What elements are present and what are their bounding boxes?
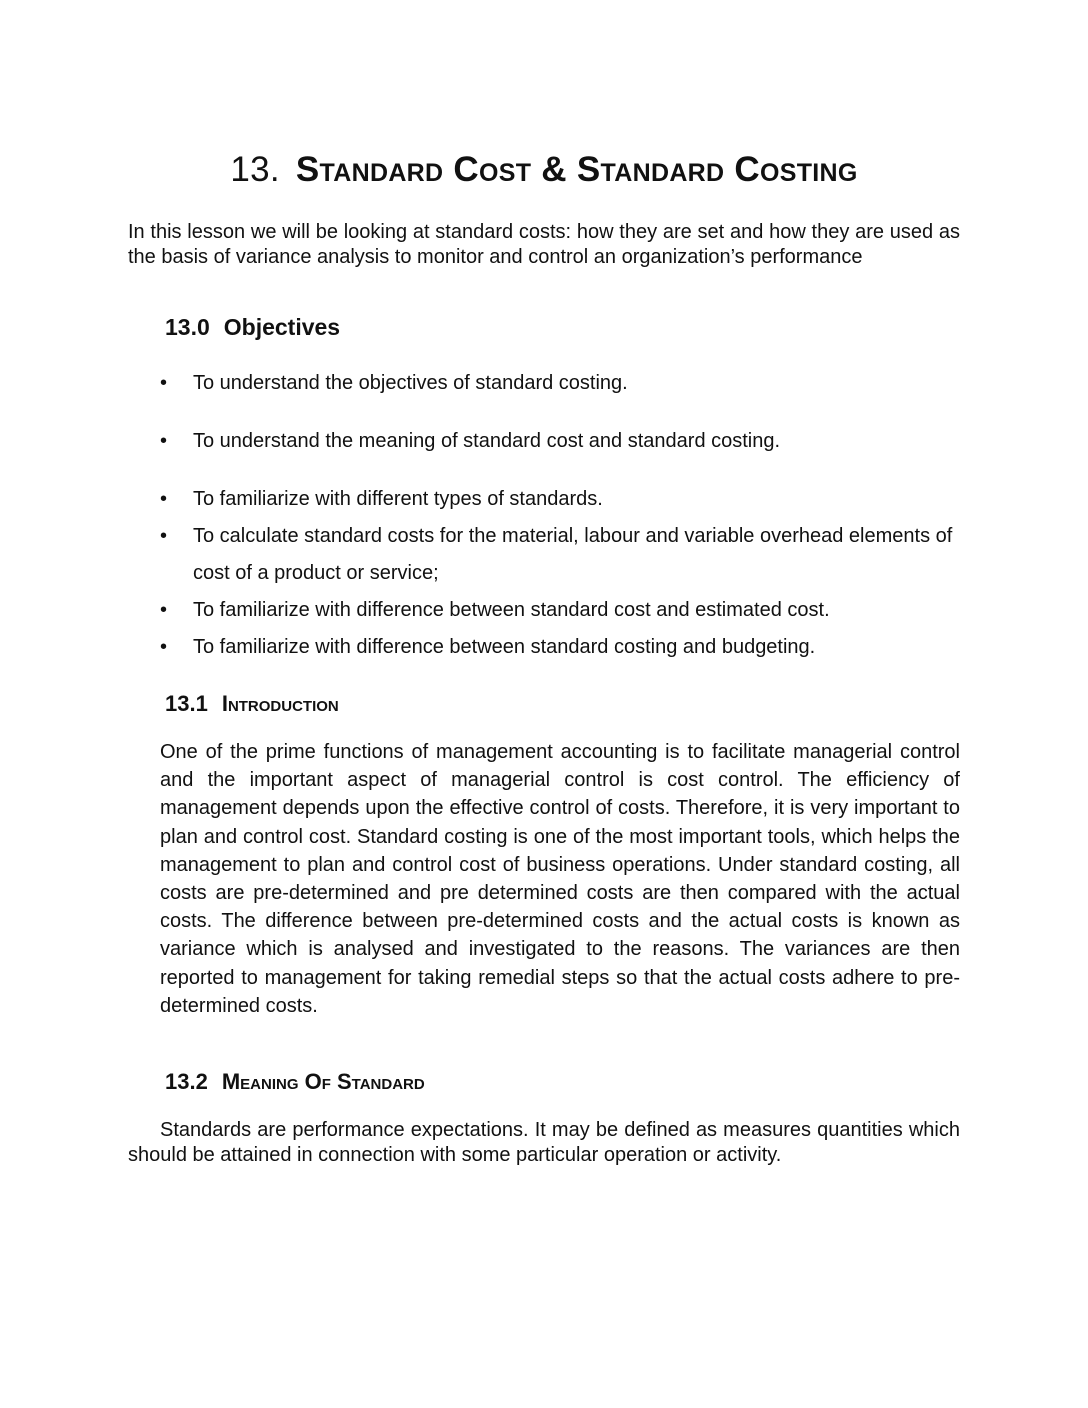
chapter-number: 13. bbox=[230, 150, 280, 189]
section-title: Meaning Of Standard bbox=[221, 1069, 425, 1094]
bullet-icon: • bbox=[160, 430, 168, 452]
list-item-text: To familiarize with different types of standards. bbox=[193, 488, 603, 510]
list-item bbox=[160, 592, 960, 629]
section-number: 13.2 bbox=[165, 1069, 208, 1094]
list-item bbox=[160, 365, 960, 402]
section-title: Objectives bbox=[223, 314, 341, 340]
list-item-text: To understand the objectives of standard costing. bbox=[193, 372, 628, 394]
list-item bbox=[160, 481, 960, 518]
bullet-icon: • bbox=[160, 525, 168, 547]
list-item-text: To understand the meaning of standard cost and standard costing. bbox=[193, 430, 781, 452]
chapter-title bbox=[0, 150, 1088, 190]
list-item bbox=[160, 629, 960, 666]
bullet-icon: • bbox=[160, 599, 168, 621]
section-heading-introduction bbox=[165, 691, 339, 717]
bullet-icon: • bbox=[160, 372, 168, 394]
section-heading-objectives bbox=[165, 314, 340, 341]
section-number: 13.1 bbox=[165, 691, 208, 716]
list-item-text: To familiarize with difference between standard cost and estimated cost. bbox=[193, 599, 830, 621]
list-item-text: To calculate standard costs for the material, labour and variable overhead elements of cost of a product or service; bbox=[193, 525, 953, 584]
list-item bbox=[160, 518, 960, 592]
introduction-paragraph: One of the prime functions of management accounting is to facilitate managerial control and the important aspect of managerial control is cost control. The efficiency of management depends upon the effective control of costs. Therefore, it is very important to plan and control cost. Standard costing is one of the most important tools, which helps the management to plan and control cost of business operations. Under standard costing, all costs are pre-determined and pre determined costs are then compared with the actual costs. The difference between pre-determined costs and the actual costs is known as variance which is analysed and investigated to the reasons. The variances are then reported to management for taking remedial steps so that the actual costs adhere to pre-determined costs. bbox=[160, 741, 960, 1017]
section-heading-meaning-of-standard bbox=[165, 1069, 425, 1095]
list-item bbox=[160, 423, 960, 460]
list-item-text: To familiarize with difference between standard costing and budgeting. bbox=[193, 636, 816, 658]
bullet-icon: • bbox=[160, 636, 168, 658]
bullet-icon: • bbox=[160, 488, 168, 510]
meaning-paragraph: Standards are performance expectations. It may be defined as measures quantities which should be attained in connection with some particular operation or activity. bbox=[128, 1119, 960, 1166]
section-number: 13.0 bbox=[165, 314, 210, 340]
objectives-list bbox=[160, 365, 960, 666]
chapter-title-text: Standard Cost & Standard Costing bbox=[295, 150, 858, 189]
lesson-intro-paragraph: In this lesson we will be looking at standard costs: how they are set and how they are used as the basis of variance analysis to monitor and control an organization’s performance bbox=[128, 221, 960, 268]
section-title: Introduction bbox=[221, 691, 339, 716]
